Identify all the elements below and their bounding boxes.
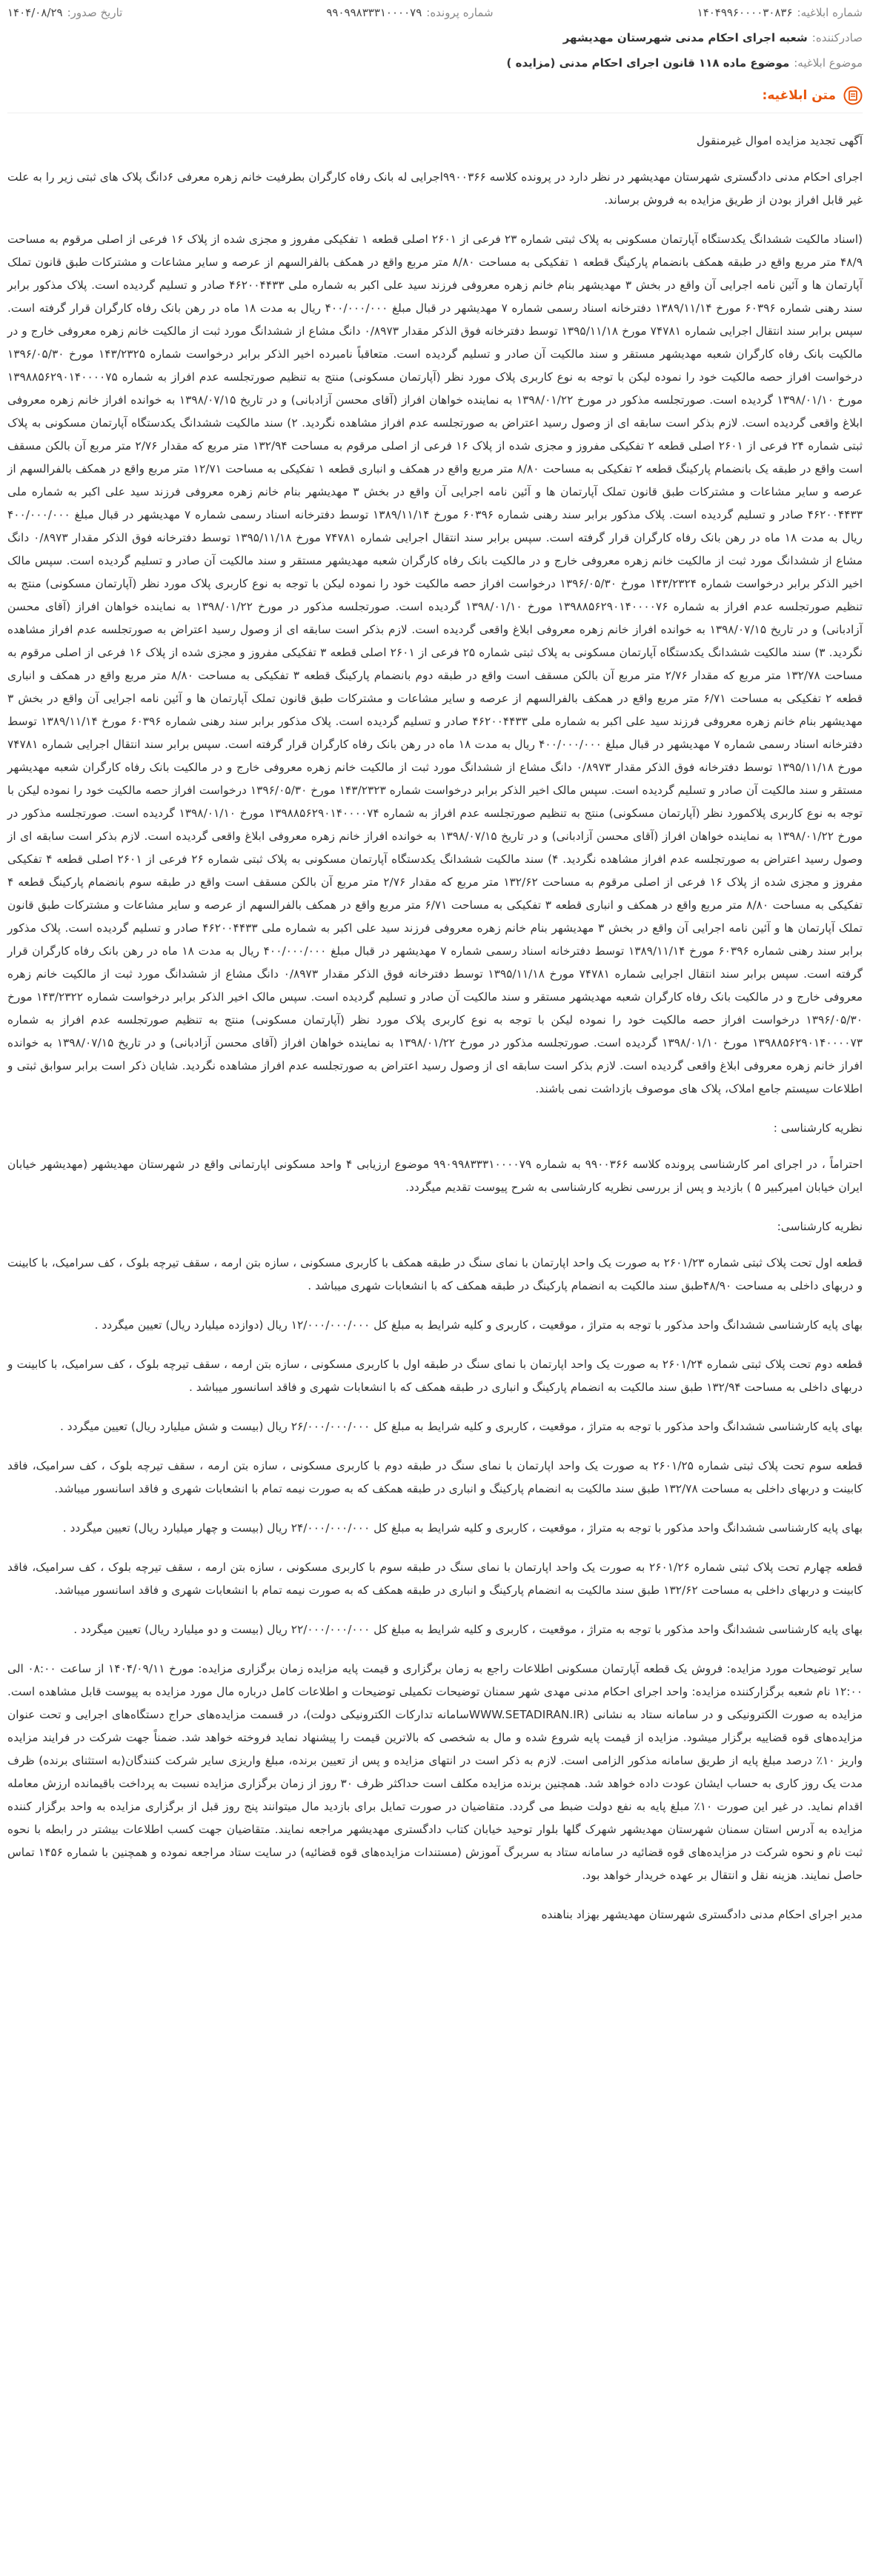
notice-text-heading [7, 86, 863, 113]
notice-id-value: ۱۴۰۴۹۹۶۰۰۰۰۳۰۸۳۶ [697, 6, 793, 19]
issuer-value: شعبه اجرای احکام مدنی شهرستان مهدیشهر [562, 31, 808, 44]
paragraph-unit-1: قطعه اول تحت پلاک ثبتی شماره ۲۶۰۱/۲۳ به صورت یک واحد اپارتمان با نمای سنگ در طبقه همکف با کاربری مسکونی ، سازه بتن ارمه ، سقف تیرچه بلوک ، کف سرامیک، با کابینت و دربهای داخلی به مساحت ۴۸/۹۰طبق سند مالکیت به انضمام پارکینگ در طبقه همکف که با انشعابات شهری میباشد . [7, 1256, 863, 1292]
issuer-row [0, 25, 870, 50]
paragraph-expert-intro: احتراماً ، در اجرای امر کارشناسی پرونده کلاسه ۹۹۰۰۳۶۶ به شماره ۹۹۰۹۹۸۳۳۳۱۰۰۰۰۷۹ موضوع ارزیابی ۴ واحد مسکونی اپارتمانی واقع در شهرستان مهدیشهر (مهدیشهر خیابان ایران خیابان امیرکبیر ۵ ) بازدید و پس از بررسی نظریه کارشناسی به شرح پیوست تقدیم میگردد. [7, 1158, 863, 1194]
paragraph-unit-2: قطعه دوم تحت پلاک ثبتی شماره ۲۶۰۱/۲۴ به صورت یک واحد اپارتمان با نمای سنگ در طبقه اول با کاربری مسکونی ، سازه بتن ارمه ، سقف تیرچه بلوک ، کف سرامیک، با کابینت و دربهای داخلی به مساحت ۱۳۲/۹۴ طبق سند مالکیت به انضمام پارکینگ و انباری در طبقه همکف که با انشعابات شهری و فاقد اسانسور میباشد . [7, 1358, 863, 1394]
paragraph-property-details: (اسناد مالکیت ششدانگ یکدستگاه آپارتمان مسکونی به پلاک ثبتی شماره ۲۳ فرعی از ۲۶۰۱ اصلی قطعه ۱ تفکیکی مفروز و مجزی شده از پلاک ۱۶ فرعی از اصلی مرقوم به مساحت ۴۸/۹ متر مربع واقع در طبقه همکف بانضمام پارکینگ قطعه ۱ تفکیکی به مساحت ۸/۸۰ متر مربع واقع در همکف بالفرالسهم از عرصه و سایر مشاعات و مشترکات طبق قانون تملک آپارتمان ها و آئین نامه اجرایی آن واقع در بخش ۳ مهدیشهر بنام خانم زهره معروفی فرزند سید علی اکبر به شماره ملی ۴۶۲۰۰۴۴۳۳ صادر و تسلیم گردیده است. پلاک مذکور برابر سند رهنی شماره ۶۰۳۹۶ مورخ ۱۳۸۹/۱۱/۱۴ دفترخانه اسناد رسمی شماره ۷ مهدیشهر در قبال مبلغ ۴۰۰/۰۰۰/۰۰۰ ریال به مدت ۱۸ ماه در رهن بانک رفاه کارگران قرار گرفته است. سپس برابر سند انتقال اجرایی شماره ۷۴۷۸۱ مورخ ۱۳۹۵/۱۱/۱۸ توسط دفترخانه فوق الذکر مقدار ۰/۸۹۷۳ دانگ مشاع از ششدانگ مورد ثبت از مالکیت خانم زهره معروفی خارج و در مالکیت بانک رفاه کارگران شعبه مهدیشهر مستقر و سند مالکیت آن صادر و تسلیم گردیده است. متعاقباً نامبرده اخیر الذکر برابر درخواست شماره ۱۴۳/۲۳۲۵ مورخ ۱۳۹۶/۰۵/۳۰ درخواست افراز حصه مالکیت خود را نموده لیکن با توجه به نوع کاربری پلاک مورد نظر (آپارتمان مسکونی) منتج به تنظیم صورتجلسه عدم افراز به شماره ۱۳۹۸۸۵۶۲۹۰۱۴۰۰۰۰۷۵ مورخ ۱۳۹۸/۰۱/۱۰ گردیده است. صورتجلسه مذکور در مورخ ۱۳۹۸/۰۱/۲۲ به نماینده خواهان افراز (آقای محسن آزادبانی) و در تاریخ ۱۳۹۸/۰۷/۱۵ به خوانده افراز خانم زهره معروفی ابلاغ واقعی گردیده است. لازم بذکر است سابقه ای از وصول رسید اعتراض به صورتجلسه عدم افراز مشاهده نگردید. ۲) سند مالکیت ششدانگ یکدستگاه آپارتمان مسکونی به پلاک ثبتی شماره ۲۴ فرعی از ۲۶۰۱ اصلی قطعه ۲ تفکیکی مفروز و مجزی شده از پلاک ۱۶ فرعی از اصلی مرقوم به مساحت ۱۳۲/۹۴ متر مربع که مقدار ۲/۷۶ متر مربع آن بالکن مسقف است واقع در طبقه یک بانضمام پارکینگ قطعه ۲ تفکیکی به مساحت ۸/۸۰ متر مربع واقع در همکف و انباری قطعه ۱ تفکیکی به مساحت ۱۲/۷۱ متر مربع واقع در همکف بالفرالسهم از عرصه و سایر مشاعات و مشترکات طبق قانون تملک آپارتمان ها و آئین نامه اجرایی آن واقع در بخش ۳ مهدیشهر بنام خانم زهره معروفی فرزند سید علی اکبر به شماره ملی ۴۶۲۰۰۴۴۳۳ صادر و تسلیم گردیده است. پلاک مذکور برابر سند رهنی شماره ۶۰۳۹۶ مورخ ۱۳۸۹/۱۱/۱۴ توسط دفترخانه اسناد رسمی شماره ۷ مهدیشهر در قبال مبلغ ۴۰۰/۰۰۰/۰۰۰ ریال به مدت ۱۸ ماه در رهن بانک رفاه کارگران قرار گرفته است. سپس برابر سند انتقال اجرایی شماره ۷۴۷۸۱ مورخ ۱۳۹۵/۱۱/۱۸ توسط دفترخانه فوق الذکر مقدار ۰/۸۹۷۳ دانگ مشاع از ششدانگ مورد ثبت از مالکیت خانم زهره معروفی خارج و در مالکیت بانک رفاه کارگران شعبه مهدیشهر مستقر و سند مالکیت آن صادر و تسلیم گردیده است. سپس مالک اخیر الذکر برابر درخواست شماره ۱۴۳/۲۳۲۴ مورخ ۱۳۹۶/۰۵/۳۰ درخواست افراز حصه مالکیت خود را نموده لیکن با توجه به نوع کاربری پلاک مورد نظر (آپارتمان مسکونی) منتج به تنظیم صورتجلسه عدم افراز به شماره ۱۳۹۸۸۵۶۲۹۰۱۴۰۰۰۰۷۶ مورخ ۱۳۹۸/۰۱/۱۰ گردیده است. صورتجلسه مذکور در مورخ ۱۳۹۸/۰۱/۲۲ به نماینده خواهان افراز (آقای محسن آزادبانی) و در تاریخ ۱۳۹۸/۰۷/۱۵ به خوانده افراز خانم زهره معروفی ابلاغ واقعی گردیده است. لازم بذکر است سابقه ای از وصول رسید اعتراض به صورتجلسه عدم افراز مشاهده نگردید. ۳) سند مالکیت ششدانگ یکدستگاه آپارتمان مسکونی به پلاک ثبتی شماره ۲۵ فرعی از ۲۶۰۱ اصلی قطعه ۳ تفکیکی مفروز و مجزی شده از پلاک ۱۶ فرعی از اصلی مرقوم به مساحت ۱۳۲/۷۸ متر مربع که مقدار ۲/۷۶ متر مربع آن بالکن مسقف است واقع در طبقه دوم بانضمام پارکینگ قطعه ۳ تفکیکی به مساحت ۸/۸۰ متر مربع واقع در همکف و انباری قطعه ۲ تفکیکی به مساحت ۶/۷۱ متر مربع واقع در همکف بالفرالسهم از عرصه و سایر مشاعات و مشترکات طبق قانون تملک آپارتمان ها و آئین نامه اجرایی آن واقع در بخش ۳ مهدیشهر بنام خانم زهره معروفی فرزند سید علی اکبر به شماره ملی ۴۶۲۰۰۴۴۳۳ صادر و تسلیم گردیده است. پلاک مذکور برابر سند رهنی شماره ۶۰۳۹۶ مورخ ۱۳۸۹/۱۱/۱۴ توسط دفترخانه اسناد رسمی شماره ۷ مهدیشهر در قبال مبلغ ۴۰۰/۰۰۰/۰۰۰ ریال به مدت ۱۸ ماه در رهن بانک رفاه کارگران قرار گرفته است. سپس برابر سند انتقال اجرایی شماره ۷۴۷۸۱ مورخ ۱۳۹۵/۱۱/۱۸ توسط دفترخانه فوق الذکر مقدار ۰/۸۹۷۳ دانگ مشاع از ششدانگ مورد ثبت از مالکیت خانم زهره معروفی خارج و در مالکیت بانک رفاه کارگران شعبه مهدیشهر مستقر و سند مالکیت آن صادر و تسلیم گردیده است. سپس مالک اخیر الذکر برابر درخواست شماره ۱۴۳/۲۳۲۳ مورخ ۱۳۹۶/۰۵/۳۰ درخواست افراز حصه مالکیت خود را نموده لیکن با توجه به نوع کاربری پلاکمورد نظر (آپارتمان مسکونی) منتج به تنظیم صورتجلسه عدم افراز به شماره ۱۳۹۸۸۵۶۲۹۰۱۴۰۰۰۰۷۴ مورخ ۱۳۹۸/۰۱/۱۰ گردیده است. صورتجلسه مذکور در مورخ ۱۳۹۸/۰۱/۲۲ به نماینده خواهان افراز (آقای محسن آزادبانی) و در تاریخ ۱۳۹۸/۰۷/۱۵ به خوانده افراز خانم زهره معروفی ابلاغ واقعی گردیده است. لازم بذکر است سابقه ای از وصول رسید اعتراض به صورتجلسه عدم افراز مشاهده نگردید. ۴) سند مالکیت ششدانگ یکدستگاه آپارتمان مسکونی به پلاک ثبتی شماره ۲۶ فرعی از ۲۶۰۱ اصلی قطعه ۴ تفکیکی مفروز و مجزی شده از پلاک ۱۶ فرعی از اصلی مرقوم به مساحت ۱۳۲/۶۲ متر مربع که مقدار ۲/۷۶ متر مربع آن بالکن مسقف است واقع در طبقه سوم بانضمام پارکینگ قطعه ۴ تفکیکی به مساحت ۸/۸۰ متر مربع واقع در همکف و انباری قطعه ۳ تفکیکی به مساحت ۶/۷۱ متر مربع واقع در همکف بالفرالسهم از عرصه و سایر مشاعات و مشترکات طبق قانون تملک آپارتمان ها و آئین نامه اجرایی آن واقع در بخش ۳ مهدیشهر بنام خانم زهره معروفی فرزند سید علی اکبر به شماره ملی ۴۶۲۰۰۴۴۳۳ صادر و تسلیم گردیده است. پلاک مذکور برابر سند رهنی شماره ۶۰۳۹۶ مورخ ۱۳۸۹/۱۱/۱۴ توسط دفترخانه اسناد رسمی شماره ۷ مهدیشهر در قبال مبلغ ۴۰۰/۰۰۰/۰۰۰ ریال به مدت ۱۸ ماه در رهن بانک رفاه کارگران قرار گرفته است. سپس برابر سند انتقال اجرایی شماره ۷۴۷۸۱ مورخ ۱۳۹۵/۱۱/۱۸ توسط دفترخانه فوق الذکر مقدار ۰/۸۹۷۳ دانگ مشاع از ششدانگ مورد ثبت از مالکیت خانم زهره معروفی خارج و در مالکیت بانک رفاه کارگران شعبه مهدیشهر مستقر و سند مالکیت آن صادر و تسلیم گردیده است. سپس مالک اخیر الذکر برابر درخواست شماره ۱۴۳/۲۳۲۲ مورخ ۱۳۹۶/۰۵/۳۰ درخواست افراز حصه مالکیت خود را نموده لیکن با توجه به نوع کاربری پلاک مورد نظر (آپارتمان مسکونی) منتج به تنظیم صورتجلسه عدم افراز به شماره ۱۳۹۸۸۵۶۲۹۰۱۴۰۰۰۰۷۳ مورخ ۱۳۹۸/۰۱/۱۰ گردیده است. صورتجلسه مذکور در مورخ ۱۳۹۸/۰۱/۲۲ به نماینده خواهان افراز (آقای محسن آزادبانی) و در تاریخ ۱۳۹۸/۰۷/۱۵ به خوانده افراز خانم زهره معروفی ابلاغ واقعی گردیده است. لازم بذکر است سابقه ای از وصول رسید اعتراض به صورتجلسه عدم افراز مشاهده نگردید. شایان ذکر است برابر سوابق ثبتی و اطلاعات سیستم جامع املاک، پلاک های موصوف بازداشت نمی باشند. [7, 233, 863, 1095]
paragraph-unit-3: قطعه سوم تحت پلاک ثبتی شماره ۲۶۰۱/۲۵ به صورت یک واحد اپارتمان با نمای سنگ در طبقه دوم با کاربری مسکونی ، سازه بتن ارمه ، سقف تیرچه بلوک ، کف سرامیک، فاقد کابینت و دربهای داخلی به مساحت ۱۳۲/۷۸ طبق سند مالکیت به انضمام پارکینگ و انباری در طبقه همکف که به صورت نیمه تمام با انشعابات شهری و فاقد اسانسور میباشد. [7, 1459, 863, 1495]
subject-value: موضوع ماده ۱۱۸ قانون اجرای احکام مدنی (مزایده ) [506, 56, 790, 70]
paragraph-unit-1-price: بهای پایه کارشناسی ششدانگ واحد مذکور با توجه به متراژ ، موقعیت ، کاربری و کلیه شرایط به مبلغ کل ۱۲/۰۰۰/۰۰۰/۰۰۰ ریال (دوازده میلیارد ریال) تعیین میگردد . [94, 1318, 863, 1332]
paragraph-unit-2-price: بهای پایه کارشناسی ششدانگ واحد مذکور با توجه به متراژ ، موقعیت ، کاربری و کلیه شرایط به مبلغ کل ۲۶/۰۰۰/۰۰۰/۰۰۰ ریال (بیست و شش میلیارد ریال) تعیین میگردد . [59, 1420, 863, 1433]
subject-label: موضوع ابلاغیه: [794, 56, 863, 70]
paragraph-unit-3-price: بهای پایه کارشناسی ششدانگ واحد مذکور با توجه به متراژ ، موقعیت ، کاربری و کلیه شرایط به مبلغ کل ۲۴/۰۰۰/۰۰۰/۰۰۰ ریال (بیست و چهار میلیارد ریال) تعیین میگردد . [62, 1521, 863, 1535]
subject-row [0, 50, 870, 76]
case-number-value: ۹۹۰۹۹۸۳۳۳۱۰۰۰۰۷۹ [326, 6, 422, 19]
case-number [326, 6, 493, 19]
issue-date [7, 6, 122, 19]
issue-date-value: ۱۴۰۴/۰۸/۲۹ [7, 6, 63, 19]
notice-text-title: متن ابلاغیه: [762, 88, 836, 103]
paragraph-intro: اجرای احکام مدنی دادگستری شهرستان مهدیشهر در نظر دارد در پرونده کلاسه ۹۹۰۰۳۶۶اجرایی له بانک رفاه کارگران بطرفیت خانم زهره معرفی ۶دانگ پلاک های ثبتی زیر را به علت غیر قابل افراز بودن از طریق مزایده به فروش برساند. [7, 170, 863, 207]
notice-body [0, 113, 870, 1926]
expert-opinion-heading: نظریه کارشناسی : [773, 1121, 863, 1135]
expert-opinion-subheading: نظریه کارشناسی: [777, 1220, 863, 1233]
notice-headline: آگهی تجدید مزایده اموال غیرمنقول [696, 134, 863, 147]
issuer-label: صادرکننده: [811, 31, 863, 44]
case-number-label: شماره پرونده: [426, 6, 494, 19]
meta-top-row [0, 0, 870, 25]
paragraph-unit-4: قطعه چهارم تحت پلاک ثبتی شماره ۲۶۰۱/۲۶ به صورت یک واحد اپارتمان با نمای سنگ در طبقه سوم با کاربری مسکونی ، سازه بتن ارمه ، سقف تیرچه بلوک ، کف سرامیک، فاقد کابینت و دربهای داخلی به مساحت ۱۳۲/۶۲ طبق سند مالکیت به انضمام پارکینگ و انباری در طبقه همکف که به صورت نیمه تمام با انشعابات شهری و فاقد اسانسور میباشد. [7, 1561, 863, 1597]
issue-date-label: تاریخ صدور: [67, 6, 123, 19]
document-icon [843, 86, 863, 105]
paragraph-signature: مدیر اجرای احکام مدنی دادگستری شهرستان مهدیشهر بهزاد بناهنده [541, 1908, 863, 1921]
paragraph-unit-4-price: بهای پایه کارشناسی ششدانگ واحد مذکور با توجه به متراژ ، موقعیت ، کاربری و کلیه شرایط به مبلغ کل ۲۲/۰۰۰/۰۰۰/۰۰۰ ریال (بیست و دو میلیارد ریال) تعیین میگردد . [73, 1623, 863, 1636]
paragraph-auction-terms: سایر توضیحات مورد مزایده: فروش یک قطعه آپارتمان مسکونی اطلاعات راجع به زمان برگزاری و قیمت پایه مزایده زمان برگزاری مزایده: مورخ ۱۴۰۴/۰۹/۱۱ از ساعت ۰۸:۰۰ الی ۱۲:۰۰ نام شعبه برگزارکننده مزایده: واحد اجرای احکام مدنی مهدی شهر سمنان توضیحات تکمیلی توضیحات و اطلاعات کامل درباره مال مورد مزایده به پیوست قابل مشاهده است. مزایده به صورت الکترونیکی و در سامانه ستاد به نشانی (WWW.SETADIRAN.IRسامانه تدارکات الکترونیکی دولت)، در قسمت مزایده‌های حراج دستگاه‌های اجرایی و تحت عنوان مزایده‌های قوه قضاییه برگزار میشود. مزایده از قیمت پایه شروع شده و مال به شخصی که بالاترین قیمت را پیشنهاد نماید فروخته خواهد شد. ضمناً جهت شرکت در فرایند مزایده واریز ۱۰٪ درصد مبلغ پایه از طریق سامانه مذکور الزامی است. لازم به ذکر است در انتهای مزایده و پس از تعیین برنده، مبلغ واریزی سایر شرکت کنندگان(به استثنای برنده) ظرف مدت یک روز کاری به حساب ایشان عودت داده خواهد شد. همچنین برنده مزایده مکلف است حداکثر ظرف ۳۰ روز از زمان برگزاری مزایده نسبت به پرداخت باقیمانده ارزش معامله اقدام نماید. در غیر این صورت ۱۰٪ مبلغ پایه به نفع دولت ضبط می گردد. متقاضیان در صورت تمایل برای بازدید مال میتوانند پنج روز قبل از برگزاری مزایده به واحد برگزار کننده مزایده به آدرس استان سمنان شهرستان مهدیشهر شهرک گلها بلوار توحید خیابان کتاب دادگستری مهدیشهر مراجعه نمایند. متقاضیان جهت کسب اطلاعات بیشتر در رابطه با نحوه ثبت نام و نحوه شرکت در مزایده‌های قوه قضائیه در سامانه ستاد به سربرگ آموزش (مستندات مزایده‌های قوه قضائیه) در سایت ستاد مراجعه نموده و همچنین با شماره ۱۴۵۶ تماس حاصل نمایند. هزینه نقل و انتقال بر عهده خریدار خواهد بود. [7, 1662, 863, 1882]
notice-id [697, 6, 863, 19]
notice-id-label: شماره ابلاغیه: [797, 6, 863, 19]
notice-header [0, 0, 870, 76]
